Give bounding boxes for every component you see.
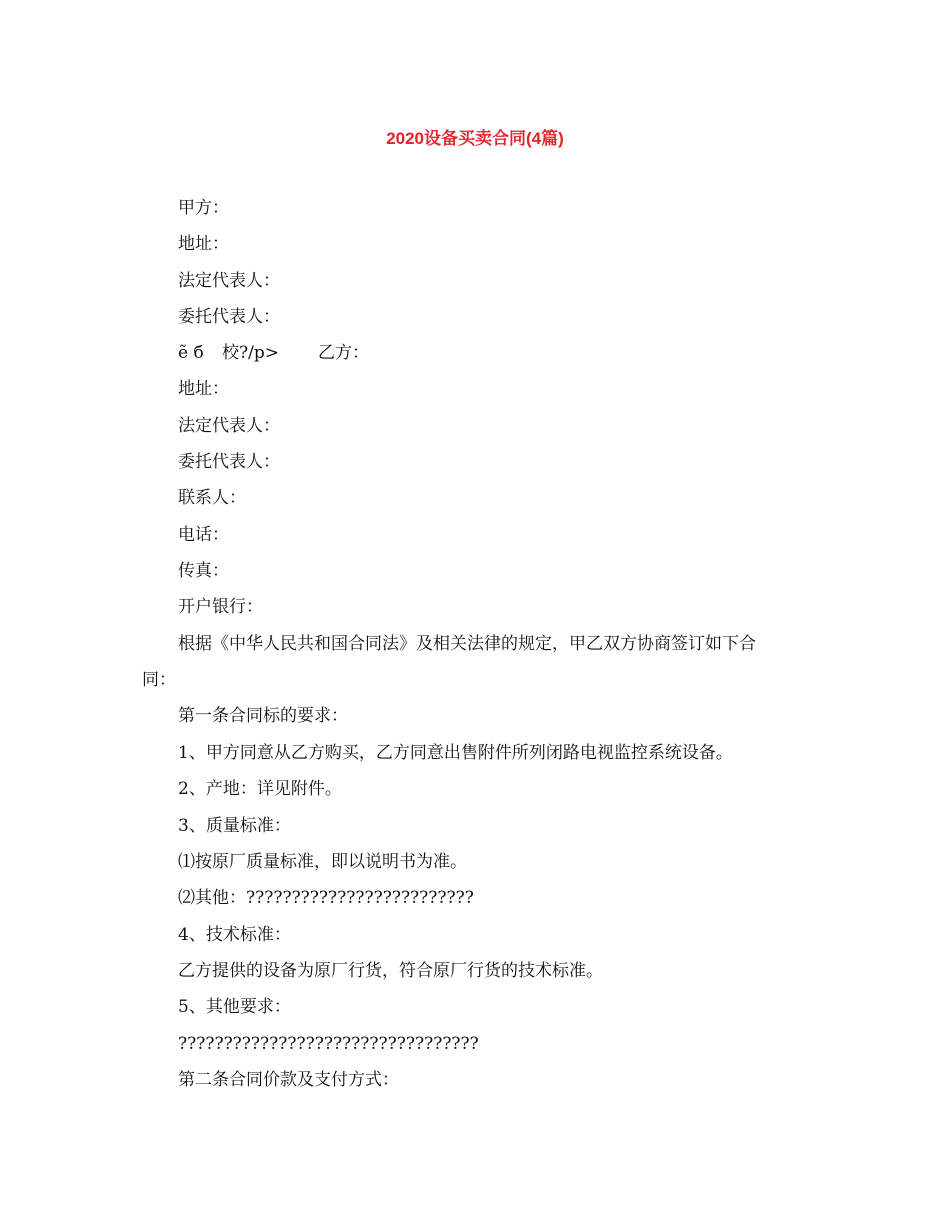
clause-5-text: ????????????????????????????????? bbox=[178, 1034, 479, 1054]
clause-3: 3、质量标准： bbox=[178, 816, 291, 836]
clause-5: 5、其他要求： bbox=[178, 997, 291, 1017]
garbled-text-2: 校?/p> bbox=[222, 343, 279, 363]
clause-3-item-1: ⑴按原厂质量标准，即以说明书为准。 bbox=[178, 852, 467, 872]
party-b-phone: 电话： bbox=[178, 525, 229, 545]
document-title: 2020设备买卖合同(4篇) bbox=[386, 129, 564, 148]
garbled-text-1: ẽ б bbox=[178, 343, 204, 363]
party-b-label: 乙方： bbox=[318, 343, 369, 363]
party-b-contact: 联系人： bbox=[178, 488, 246, 508]
party-b-fax: 传真： bbox=[178, 561, 229, 581]
clause-1: 1、甲方同意从乙方购买，乙方同意出售附件所列闭路电视监控系统设备。 bbox=[178, 743, 733, 763]
clause-4-text: 乙方提供的设备为原厂行货，符合原厂行货的技术标准。 bbox=[178, 961, 603, 981]
preamble-paragraph: 根据《中华人民共和国合同法》及相关法律的规定，甲乙双方协商签订如下合 bbox=[178, 634, 756, 654]
party-b-legal-rep: 法定代表人： bbox=[178, 416, 280, 436]
clause-3-item-2: ⑵其他：????????????????????????? bbox=[178, 888, 474, 908]
party-a-legal-rep: 法定代表人： bbox=[178, 271, 280, 291]
preamble-continuation: 同： bbox=[142, 670, 176, 690]
party-b-address: 地址： bbox=[178, 379, 229, 399]
party-b-authorized-rep: 委托代表人： bbox=[178, 452, 280, 472]
party-a-address: 地址： bbox=[178, 234, 229, 254]
party-a-authorized-rep: 委托代表人： bbox=[178, 307, 280, 327]
clause-4: 4、技术标准： bbox=[178, 925, 291, 945]
clause-2: 2、产地：详见附件。 bbox=[178, 779, 342, 799]
article-2-heading: 第二条合同价款及支付方式： bbox=[178, 1070, 399, 1090]
article-1-heading: 第一条合同标的要求： bbox=[178, 706, 348, 726]
party-a-label: 甲方： bbox=[178, 198, 229, 218]
party-b-bank: 开户银行： bbox=[178, 597, 263, 617]
